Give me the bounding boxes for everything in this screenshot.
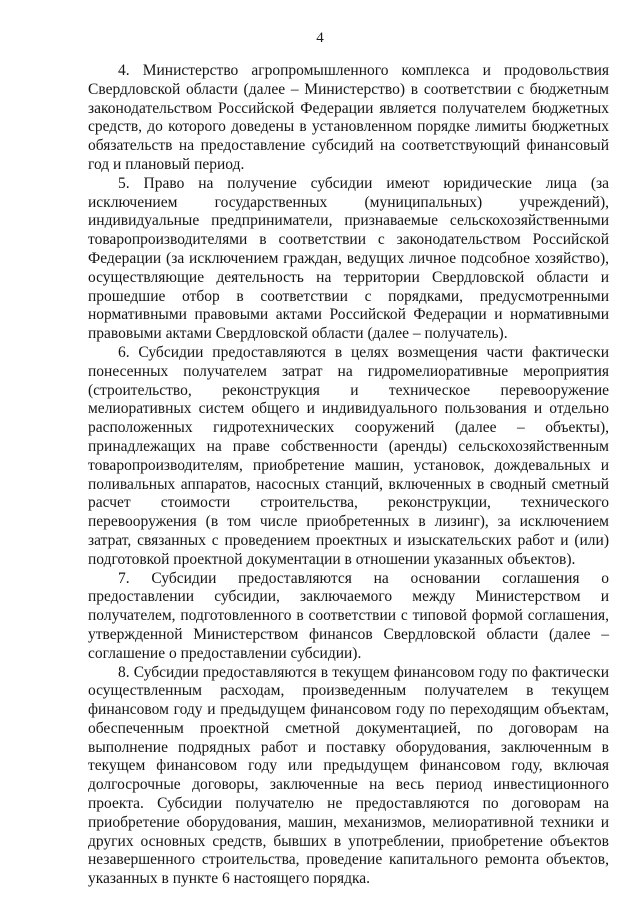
paragraph-6: 6. Субсидии предоставляются в целях возмещения части фактически понесенных получателем затрат на гидромелиоративные мероприятия (строительство, реконструкция и техническое перевооружение мелиоративных систем общего и индивидуального пользования и отдельно расположенных гидротехнических сооружений (далее – объекты), принадлежащих на праве собственности (аренды) сельскохозяйственным товаропроизводителям, приобретение машин, установок, дождевальных и поливальных аппаратов, насосных станций, включенных в сводный сметный расчет стоимости строительства, реконструкции, технического перевооружения (в том числе приобретенных в лизинг), за исключением затрат, связанных с проведением проектных и изыскательских работ и (или) подготовкой проектной документации в отношении указанных объектов). xyxy=(88,343,609,568)
document-body xyxy=(88,62,609,889)
paragraph-4: 4. Министерство агропромышленного комплекса и продовольствия Свердловской области (далее – Министерство) в соответствии с бюджетным законодательством Российской Федерации является получателем бюджетных средств, до которого доведены в установленном порядке лимиты бюджетных обязательств на предоставление субсидий на соответствующий финансовый год и плановый период. xyxy=(88,62,609,173)
paragraph-5: 5. Право на получение субсидии имеют юридические лица (за исключением государственных (муниципальных) учреждений), индивидуальные предприниматели, признаваемые сельскохозяйственными товаропроизводителями в соответствии с законодательством Российской Федерации (за исключением граждан, ведущих личное подсобное хозяйство), осуществляющие деятельность на территории Свердловской области и прошедшие отбор в соответствии с порядками, предусмотренными нормативными правовыми актами Российской Федерации и нормативными правовыми актами Свердловской области (далее – получатель). xyxy=(88,174,609,343)
page-number: 4 xyxy=(316,30,324,46)
paragraph-7: 7. Субсидии предоставляются на основании соглашения о предоставлении субсидии, заключаемого между Министерством и получателем, подготовленного в соответствии с типовой формой соглашения, утвержденной Министерством финансов Свердловской области (далее – соглашение о предоставлении субсидии). xyxy=(88,569,609,662)
paragraph-8: 8. Субсидии предоставляются в текущем финансовом году по фактически осуществленным расходам, произведенным получателем в текущем финансовом году и предыдущем финансовом году по переходящим объектам, обеспеченным проектной сметной документацией, по договорам на выполнение подрядных работ и поставку оборудования, заключенным в текущем финансовом году или предыдущем финансовом году, включая долгосрочные договоры, заключенные на весь период инвестиционного проекта. Субсидии получателю не предоставляются по договорам на приобретение оборудования, машин, механизмов, мелиоративной техники и других основных средств, бывших в употреблении, приобретение объектов незавершенного строительства, проведение капитального ремонта объектов, указанных в пункте 6 настоящего порядка. xyxy=(88,663,609,888)
